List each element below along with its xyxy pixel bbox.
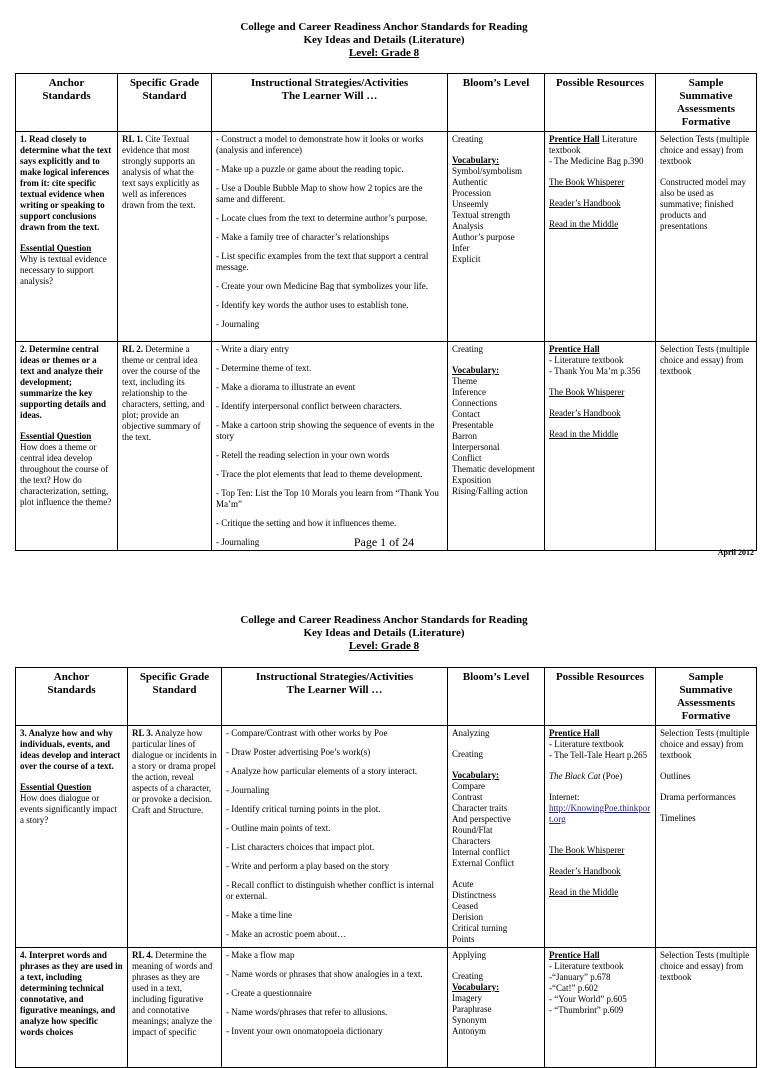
doc-subtitle: Key Ideas and Details (Literature) (303, 34, 465, 46)
vocab-word: Explicit (452, 254, 481, 264)
essential-question: Why is textual evidence necessary to support analysis? (20, 254, 107, 286)
list-item: - List characters choices that impact plot. (226, 842, 375, 852)
list-item: - Journaling (216, 537, 260, 547)
assessments-cell (656, 342, 757, 551)
essential-question: How does a theme or central idea develop throughout the course of the text? How do characterization, setting, plot influence the theme? (20, 442, 112, 507)
resource-title: Prentice Hall (549, 728, 600, 738)
page-header (0, 614, 768, 653)
vocab-word: Thematic development (452, 464, 535, 474)
vocabulary-label: Vocabulary: (452, 365, 500, 375)
resource-item: - Literature textbook (549, 355, 624, 365)
resource-book: Read in the Middle (549, 219, 619, 229)
list-item: - Retell the reading selection in your own words (216, 450, 390, 460)
vocab-word: Symbol/symbolism (452, 166, 523, 176)
grade-standard-text: Cite Textual evidence that most strongly supports an analysis of what the text says explicitly as well as inferences drawn from the text. (122, 134, 200, 210)
col-assessments: Sample Summative Assessments Formative (656, 74, 757, 132)
vocab-word: Characters (452, 836, 491, 846)
vocab-word: Interpersonal (452, 442, 500, 452)
strategies-cell (212, 342, 448, 551)
doc-subtitle: Key Ideas and Details (Literature) (303, 627, 465, 639)
list-item: - Identify interpersonal conflict between characters. (216, 401, 402, 411)
strategies-cell (212, 132, 448, 342)
list-item: - Outline main points of text. (226, 823, 331, 833)
resource-book: Reader’s Handbook (549, 866, 621, 876)
col-strategies: Instructional Strategies/Activities The Learner Will … (212, 74, 448, 132)
list-item: - Identify critical turning points in the plot. (226, 804, 381, 814)
grade-standard-text: Determine a theme or central idea over the course of the text, including its relationship to the characters, setting, and plot; provide an objective summary of the text. (122, 344, 205, 442)
vocab-word: Conflict (452, 453, 482, 463)
grade-standard-text: Determine the meaning of words and phrases as they are used in a text, including figurative and connotative meanings; analyze the impact of specific (132, 950, 213, 1037)
list-item: - Critique the setting and how it influences theme. (216, 518, 397, 528)
vocab-word: Barron (452, 431, 477, 441)
col-resources: Possible Resources (545, 74, 656, 132)
vocab-word: Author’s purpose (452, 232, 515, 242)
blooms-cell (448, 132, 545, 342)
resource-book: The Book Whisperer (549, 845, 625, 855)
col-grade-standard: Specific Grade Standard (128, 668, 222, 726)
essential-question-label: Essential Question (20, 243, 92, 253)
resource-title: Prentice Hall (549, 950, 600, 960)
list-item: - Top Ten: List the Top 10 Morals you learn from “Thank You Ma’m” (216, 488, 439, 509)
vocab-word: Inference (452, 387, 486, 397)
assessment-item: Selection Tests (multiple choice and essay) from textbook (660, 728, 750, 760)
assessment-item: Outlines (660, 771, 691, 781)
doc-title: College and Career Readiness Anchor Standards for Reading (240, 614, 528, 626)
anchor-cell (16, 948, 128, 1068)
vocab-word: Authentic (452, 177, 488, 187)
resource-item: - Thank You Ma’m p.356 (549, 366, 641, 376)
list-item: - Locate clues from the text to determine author’s purpose. (216, 213, 428, 223)
assessment-item: Selection Tests (multiple choice and essay) from textbook (660, 344, 750, 376)
col-grade-standard: Specific Grade Standard (118, 74, 212, 132)
list-item: - Write and perform a play based on the story (226, 861, 390, 871)
vocab-word: Paraphrase (452, 1004, 492, 1014)
list-item: - Make a family tree of character’s relationships (216, 232, 390, 242)
resource-item: -“January” p.678 (549, 972, 611, 982)
resource-book: Reader’s Handbook (549, 198, 621, 208)
vocab-word: External Conflict (452, 858, 515, 868)
bloom-level: Analyzing (452, 728, 490, 738)
essential-question: How does dialogue or events significantly impact a story? (20, 793, 117, 825)
list-item: - Determine theme of text. (216, 363, 312, 373)
list-item: - Create your own Medicine Bag that symbolizes your life. (216, 281, 428, 291)
list-item: - Draw Poster advertising Poe’s work(s) (226, 747, 371, 757)
vocab-word: Contrast (452, 792, 483, 802)
list-item: - Recall conflict to distinguish whether conflict is internal or external. (226, 880, 434, 901)
resource-title: Prentice Hall (549, 134, 600, 144)
resources-cell (545, 132, 656, 342)
assessment-item: Constructed model may also be used as summative; finished products and presentations (660, 177, 746, 231)
anchor-standard: 3. Analyze how and why individuals, events, and ideas develop and interact over the course of a text. (20, 728, 121, 771)
list-item: - Write a diary entry (216, 344, 289, 354)
vocab-word: Compare (452, 781, 485, 791)
vocab-word: Derision (452, 912, 483, 922)
grade-code: RL 3. (132, 728, 154, 738)
grade-code: RL 4. (132, 950, 154, 960)
page-number: Page 1 of 24 (353, 535, 415, 549)
doc-title: College and Career Readiness Anchor Standards for Reading (240, 21, 528, 33)
strategies-cell (222, 726, 448, 948)
vocab-word: Internal conflict (452, 847, 510, 857)
list-item: - Use a Double Bubble Map to show how 2 topics are the same and different. (216, 183, 423, 204)
col-blooms-level: Bloom’s Level (448, 668, 545, 726)
bloom-level: Creating (452, 344, 483, 354)
resource-item: - “Your World” p.605 (549, 994, 627, 1004)
resource-title-rest: Literature textbook (549, 134, 638, 155)
table-header-row (16, 74, 757, 132)
col-strategies: Instructional Strategies/Activities The Learner Will … (222, 668, 448, 726)
list-item: - Make an acrostic poem about… (226, 929, 347, 939)
doc-level: Level: Grade 8 (348, 640, 420, 652)
resource-italic-title: The Black Cat (549, 771, 601, 781)
resource-item: - Literature textbook (549, 739, 624, 749)
col-blooms-level: Bloom’s Level (448, 74, 545, 132)
grade-code: RL 1. (122, 134, 144, 144)
blooms-cell (448, 948, 545, 1068)
assessment-item: Selection Tests (multiple choice and essay) from textbook (660, 950, 750, 982)
vocab-word: Procession (452, 188, 491, 198)
standards-table (15, 667, 757, 1068)
strategies-cell (222, 948, 448, 1068)
resource-item: - The Tell-Tale Heart p.265 (549, 750, 648, 760)
assessments-cell (656, 726, 757, 948)
bloom-level: Creating (452, 971, 483, 981)
list-item: - Trace the plot elements that lead to theme development. (216, 469, 423, 479)
resource-item: - “Thumbrint” p.609 (549, 1005, 624, 1015)
grade-standard-text: Analyze how particular lines of dialogue or incidents in a story or drama propel the action, reveal aspects of a character, or provoke a decision. Craft and Structure. (132, 728, 217, 815)
table-row (16, 948, 757, 1068)
list-item: - Make a cartoon strip showing the sequence of events in the story (216, 420, 435, 441)
essential-question-label: Essential Question (20, 782, 92, 792)
vocab-word: Infer (452, 243, 470, 253)
document-date: April 2012 (717, 548, 754, 557)
vocab-word: Round/Flat (452, 825, 493, 835)
vocab-word: Ceased (452, 901, 478, 911)
resource-item: - The Medicine Bag p.390 (549, 156, 644, 166)
vocab-word: Unseemly (452, 199, 489, 209)
page-header (0, 21, 768, 60)
vocabulary-label: Vocabulary: (452, 770, 500, 780)
resource-item: - Literature textbook (549, 961, 624, 971)
grade-standard-cell (118, 342, 212, 551)
vocab-word: Exposition (452, 475, 492, 485)
resource-title: Prentice Hall (549, 344, 600, 354)
anchor-standard: 2. Determine central ideas or themes or a text and analyze their development; summarize the key supporting details and ideas. (20, 344, 107, 420)
anchor-cell (16, 726, 128, 948)
resource-item: -“Cat!” p.602 (549, 983, 598, 993)
resource-italic-rest: (Poe) (600, 771, 623, 781)
resources-cell (545, 948, 656, 1068)
resource-link[interactable]: http://KnowingPoe.thinkport.org (549, 803, 651, 824)
vocab-word: Acute (452, 879, 474, 889)
list-item: - Construct a model to demonstrate how it looks or works (analysis and inference) (216, 134, 424, 155)
bloom-level: Creating (452, 134, 483, 144)
blooms-cell (448, 342, 545, 551)
resources-cell (545, 342, 656, 551)
list-item: - Analyze how particular elements of a story interact. (226, 766, 418, 776)
col-assessments: Sample Summative Assessments Formative (656, 668, 757, 726)
assessments-cell (656, 132, 757, 342)
assessment-item: Timelines (660, 813, 696, 823)
resource-book: Read in the Middle (549, 429, 619, 439)
table-header-row (16, 668, 757, 726)
list-item: - Journaling (216, 319, 260, 329)
assessments-cell (656, 948, 757, 1068)
resource-book: The Book Whisperer (549, 387, 625, 397)
essential-question-label: Essential Question (20, 431, 92, 441)
grade-standard-cell (128, 948, 222, 1068)
resources-cell (545, 726, 656, 948)
vocab-word: Rising/Falling action (452, 486, 528, 496)
bloom-level: Creating (452, 749, 483, 759)
vocab-word: Presentable (452, 420, 494, 430)
vocab-word: Points (452, 934, 475, 944)
list-item: - Make a diorama to illustrate an event (216, 382, 356, 392)
vocabulary-label: Vocabulary: (452, 155, 500, 165)
col-anchor-standards: Anchor Standards (16, 668, 128, 726)
vocab-word: Antonym (452, 1026, 487, 1036)
assessment-item: Drama performances (660, 792, 736, 802)
table-row (16, 342, 757, 551)
list-item: - Make up a puzzle or game about the reading topic. (216, 164, 404, 174)
list-item: - Make a time line (226, 910, 292, 920)
bloom-level: Applying (452, 950, 487, 960)
list-item: - Identify key words the author uses to establish tone. (216, 300, 409, 310)
table-row (16, 132, 757, 342)
list-item: - Journaling (226, 785, 270, 795)
assessment-item: Selection Tests (multiple choice and essay) from textbook (660, 134, 750, 166)
standards-table (15, 73, 757, 551)
resource-book: Reader’s Handbook (549, 408, 621, 418)
doc-level: Level: Grade 8 (348, 47, 420, 59)
vocab-word: Synonym (452, 1015, 487, 1025)
vocab-word: Theme (452, 376, 477, 386)
anchor-standard: 1. Read closely to determine what the text says explicitly and to make logical inferences from it: cite specific textual evidence when writing or speaking to support conclusions drawn from the text. (20, 134, 112, 232)
table-row (16, 726, 757, 948)
vocab-word: Textual strength (452, 210, 511, 220)
grade-code: RL 2. (122, 344, 144, 354)
vocab-word: Contact (452, 409, 480, 419)
vocabulary-label: Vocabulary: (452, 982, 500, 992)
internet-label: Internet: (549, 792, 580, 802)
resource-book: Read in the Middle (549, 887, 619, 897)
anchor-cell (16, 342, 118, 551)
anchor-standard: 4. Interpret words and phrases as they are used in a text, including determining technical connotative, and figurative meanings, and analyze how specific words choices (20, 950, 123, 1037)
resource-book: The Book Whisperer (549, 177, 625, 187)
list-item: - Compare/Contrast with other works by Poe (226, 728, 388, 738)
list-item: - Create a questionnaire (226, 988, 312, 998)
vocab-word: Critical turning (452, 923, 508, 933)
document-page-2 (0, 594, 768, 1037)
grade-standard-cell (128, 726, 222, 948)
anchor-cell (16, 132, 118, 342)
grade-standard-cell (118, 132, 212, 342)
list-item: - Make a flow map (226, 950, 295, 960)
vocab-word: Imagery (452, 993, 482, 1003)
list-item: - Name words/phrases that refer to allusions. (226, 1007, 388, 1017)
vocab-word: Character traits (452, 803, 508, 813)
vocab-word: And perspective (452, 814, 511, 824)
list-item: - List specific examples from the text that support a central message. (216, 251, 429, 272)
vocab-word: Analysis (452, 221, 484, 231)
vocab-word: Connections (452, 398, 497, 408)
blooms-cell (448, 726, 545, 948)
col-anchor-standards: Anchor Standards (16, 74, 118, 132)
col-resources: Possible Resources (545, 668, 656, 726)
list-item: - Name words or phrases that show analogies in a text. (226, 969, 423, 979)
list-item: - Invent your own onomatopoeia dictionary (226, 1026, 383, 1036)
vocab-word: Distinctness (452, 890, 496, 900)
